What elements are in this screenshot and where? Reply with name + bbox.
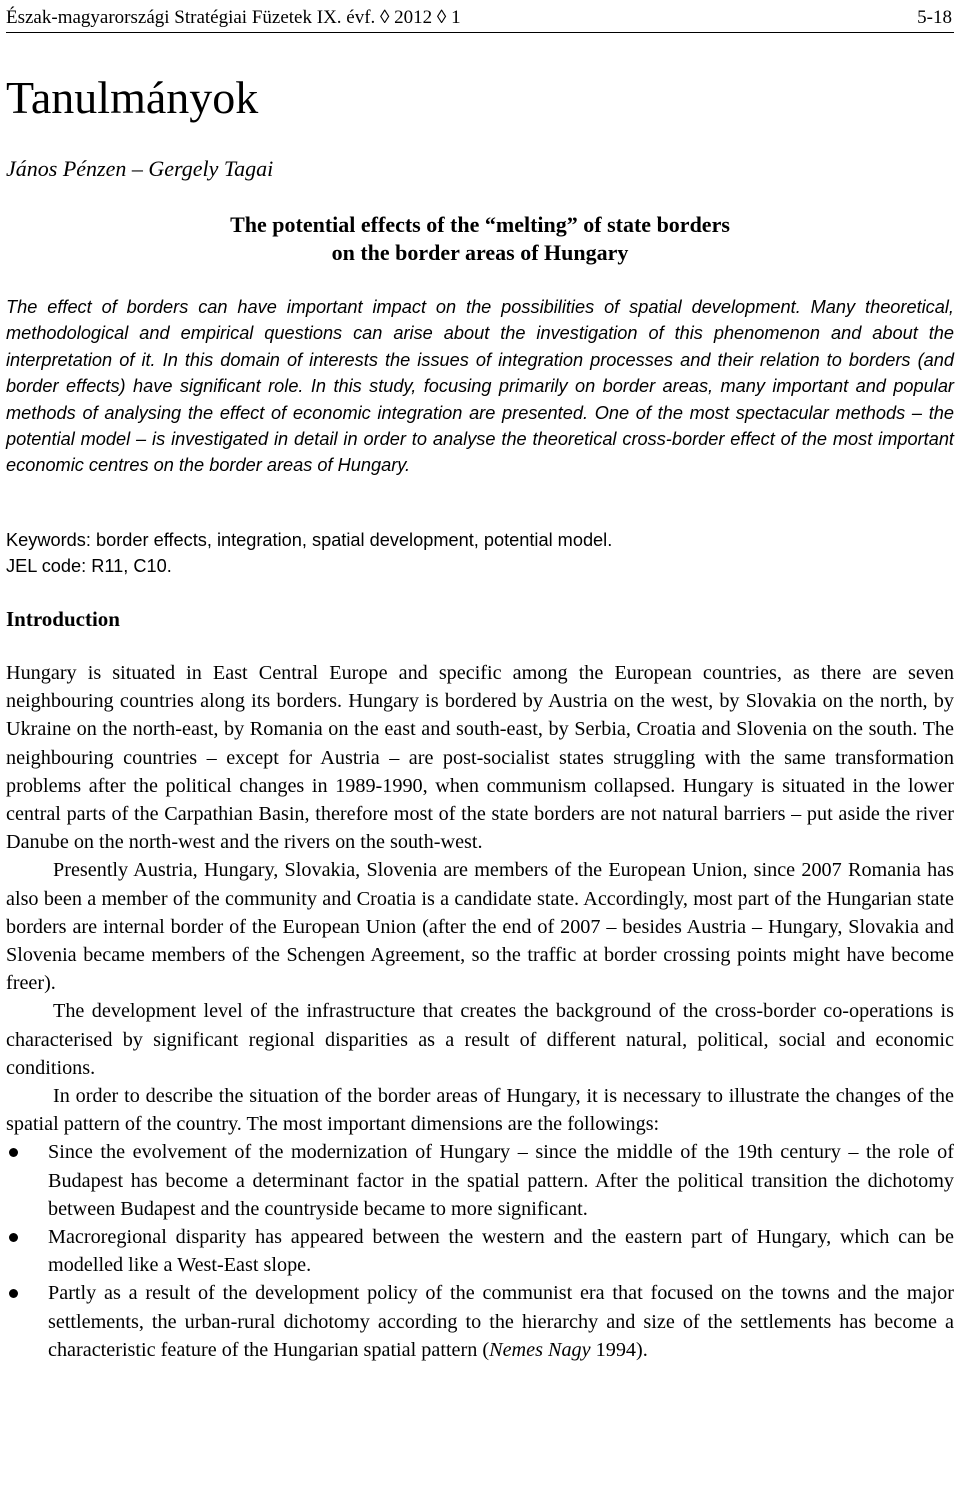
list-item	[6, 1279, 954, 1364]
list-item-text: Macroregional disparity has appeared between the western and the eastern part of Hungary, which can be modelled like a West-East slope.	[48, 1226, 954, 1277]
article-title	[0, 211, 960, 267]
keywords-block	[6, 527, 612, 579]
running-header	[6, 4, 954, 33]
bullet-icon	[9, 1233, 18, 1242]
bullet-icon	[9, 1289, 18, 1298]
list-item-text: Partly as a result of the development policy of the communist era that focused on the towns and the major settlements, the urban-rural dichotomy according to the hierarchy and size of the settlements has become a characteristic feature of the Hungarian spatial pattern (	[48, 1282, 954, 1361]
body-text	[6, 659, 954, 1364]
list-item	[6, 1223, 954, 1279]
page-range: 5-18	[917, 7, 952, 28]
authors: János Pénzen – Gergely Tagai	[6, 156, 274, 181]
jel-code: JEL code: R11, C10.	[6, 556, 172, 576]
paragraph: The development level of the infrastructure that creates the background of the cross-border co-operations is characterised by significant regional disparities as a result of different natural, political, social and economic conditions.	[6, 1000, 954, 1079]
citation-author: Nemes Nagy	[489, 1338, 591, 1361]
abstract: The effect of borders can have important impact on the possibilities of spatial development. Many theoretical, methodological and empirical questions can arise about the investigation of this phenomenon and about the interpretation of it. In this domain of interests the issues of integration processes and their relation to borders (and border effects) have significant role. In this study, focusing primarily on border areas, many important and popular methods of analysing the effect of economic integration are presented. One of the most spectacular methods – the potential model – is investigated in detail in order to analyse the theoretical cross-border effect of the most important economic centres on the border areas of Hungary.	[6, 297, 954, 476]
section-title: Tanulmányok	[6, 72, 259, 123]
bullet-icon	[9, 1148, 18, 1157]
paragraph: In order to describe the situation of the border areas of Hungary, it is necessary to illustrate the changes of the spatial pattern of the country. The most important dimensions are the followings:	[6, 1085, 954, 1136]
bullet-list	[6, 1138, 954, 1364]
paragraph: Presently Austria, Hungary, Slovakia, Slovenia are members of the European Union, since 2007 Romania has also been a member of the community and Croatia is a candidate state. Accordingly, most part of the Hungarian state borders are internal border of the European Union (after the end of 2007 – besides Austria – Hungary, Slovakia and Slovenia became members of the Schengen Agreement, so the traffic at border crossing points might have become freer).	[6, 859, 954, 995]
journal-info: Észak-magyarországi Stratégiai Füzetek IX. évf. ◊ 2012 ◊ 1	[6, 7, 461, 28]
keywords: Keywords: border effects, integration, spatial development, potential model.	[6, 530, 613, 550]
list-item	[6, 1138, 954, 1223]
article-title-line-2: on the border areas of Hungary	[331, 240, 629, 265]
citation-year: 1994).	[590, 1338, 648, 1361]
list-item-text: Since the evolvement of the modernization of Hungary – since the middle of the 19th century – the role of Budapest has become a determinant factor in the spatial pattern. After the political transition the dichotomy between Budapest and the countryside became to more significant.	[48, 1141, 954, 1220]
article-title-line-1: The potential effects of the “melting” of state borders	[230, 212, 730, 237]
introduction-heading: Introduction	[6, 607, 120, 631]
paragraph: Hungary is situated in East Central Europe and specific among the European countries, as there are seven neighbouring countries along its borders. Hungary is bordered by Austria on the west, by Slovakia on the north, by Ukraine on the north-east, by Romania on the east and south-east, by Serbia, Croatia and Slovenia on the south. The neighbouring countries – except for Austria – are post-socialist states struggling with the same transformation problems after the political changes in 1989-1990, when communism collapsed. Hungary is situated in the lower central parts of the Carpathian Basin, therefore most of the state borders are not natural barriers – put aside the river Danube on the north-west and the rivers on the south-west.	[6, 662, 954, 854]
